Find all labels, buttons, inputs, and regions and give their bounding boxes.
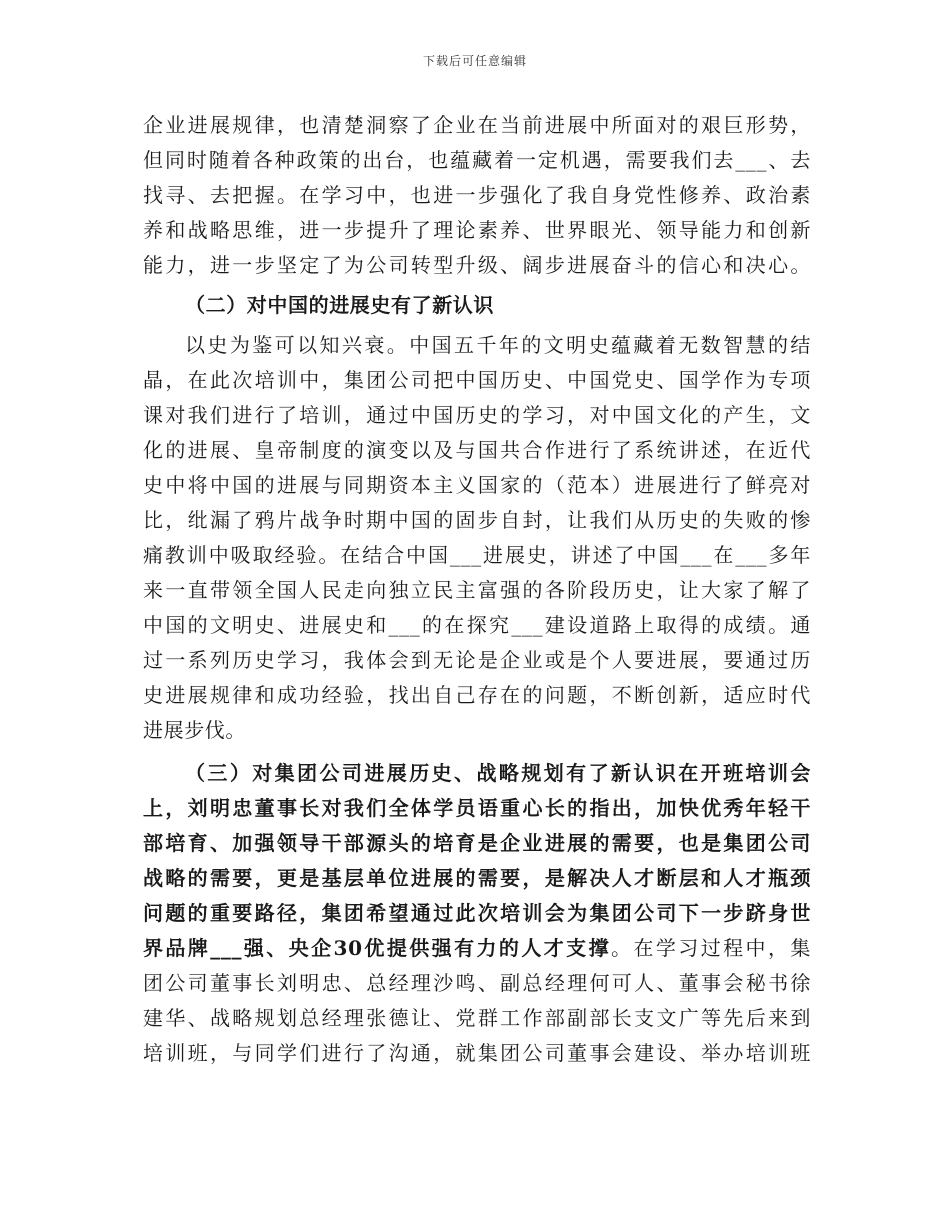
text-line: 进展步伐。 <box>143 718 246 742</box>
text-line: 企业进展规律，也清楚洞察了企业在当前进展中所面对的艰巨形势， <box>143 113 811 137</box>
paragraph-1 <box>143 108 811 283</box>
section-2-heading: （二）对中国的进展史有了新认识 <box>185 293 494 317</box>
text-line: 课对我们进行了培训，通过中国历史的学习，对中国文化的产生，文 <box>143 403 811 427</box>
text-line: 能力，进一步坚定了为公司转型升级、阔步进展奋斗的信心和决心。 <box>143 253 811 277</box>
text-line: 晶，在此次培训中，集团公司把中国历史、中国党史、国学作为专项 <box>143 368 811 392</box>
normal-text-segment: 。在学习过程中，集 <box>611 936 811 960</box>
text-line: 史中将中国的进展与同期资本主义国家的（范本）进展进行了鲜亮对 <box>143 473 811 497</box>
document-body <box>143 108 811 1071</box>
text-line: 比，纰漏了鸦片战争时期中国的固步自封，让我们从历史的失败的惨 <box>143 508 811 532</box>
text-line: 养和战略思维，进一步提升了理论素养、世界眼光、领导能力和创新 <box>143 218 811 242</box>
bold-text-line: 战略的需要，更是基层单位进展的需要，是解决人才断层和人才瓶颈 <box>143 866 811 890</box>
text-line: 培训班，与同学们进行了沟通，就集团公司董事会建设、举办培训班 <box>143 1041 811 1065</box>
text-line: 建华、战略规划总经理张德让、党群工作部副部长支文广等先后来到 <box>143 1006 811 1030</box>
text-line: 中国的文明史、进展史和___的在探究___建设道路上取得的成绩。通 <box>143 613 811 637</box>
bold-text-line: 上，刘明忠董事长对我们全体学员语重心长的指出，加快优秀年轻干 <box>143 796 811 820</box>
section-3-paragraph <box>143 756 811 1071</box>
text-line: 以史为鉴可以知兴衰。中国五千年的文明史蕴藏着无数智慧的结 <box>185 333 811 357</box>
text-line: 过一系列历史学习，我体会到无论是企业或是个人要进展，要通过历 <box>143 648 811 672</box>
page-header-note: 下载后可任意编辑 <box>422 54 527 68</box>
bold-text-line: 部培育、加强领导干部源头的培育是企业进展的需要，也是集团公司 <box>143 831 811 855</box>
bold-text-segment: 界品牌___强、央企30优提供强有力的人才支撑 <box>143 936 612 960</box>
text-line: 化的进展、皇帝制度的演变以及与国共合作进行了系统讲述，在近代 <box>143 438 811 462</box>
text-line: 痛教训中吸取经验。在结合中国___进展史，讲述了中国___在___多年 <box>143 543 811 567</box>
section-3-heading: （三）对集团公司进展历史、战略规划有了新认识在开班培训会 <box>185 761 811 785</box>
bold-text-line: 问题的重要路径，集团希望通过此次培训会为集团公司下一步跻身世 <box>143 901 811 925</box>
text-line: 来一直带领全国人民走向独立民主富强的各阶段历史，让大家了解了 <box>143 578 811 602</box>
mixed-text-line <box>143 931 811 966</box>
text-line: 但同时随着各种政策的出台，也蕴藏着一定机遇，需要我们去___、去 <box>143 148 811 172</box>
section-2-paragraph <box>143 328 811 748</box>
text-line: 团公司董事长刘明忠、总经理沙鸣、副总经理何可人、董事会秘书徐 <box>143 971 811 995</box>
text-line: 找寻、去把握。在学习中，也进一步强化了我自身党性修养、政治素 <box>143 183 811 207</box>
text-line: 史进展规律和成功经验，找出自己存在的问题，不断创新，适应时代 <box>143 683 811 707</box>
